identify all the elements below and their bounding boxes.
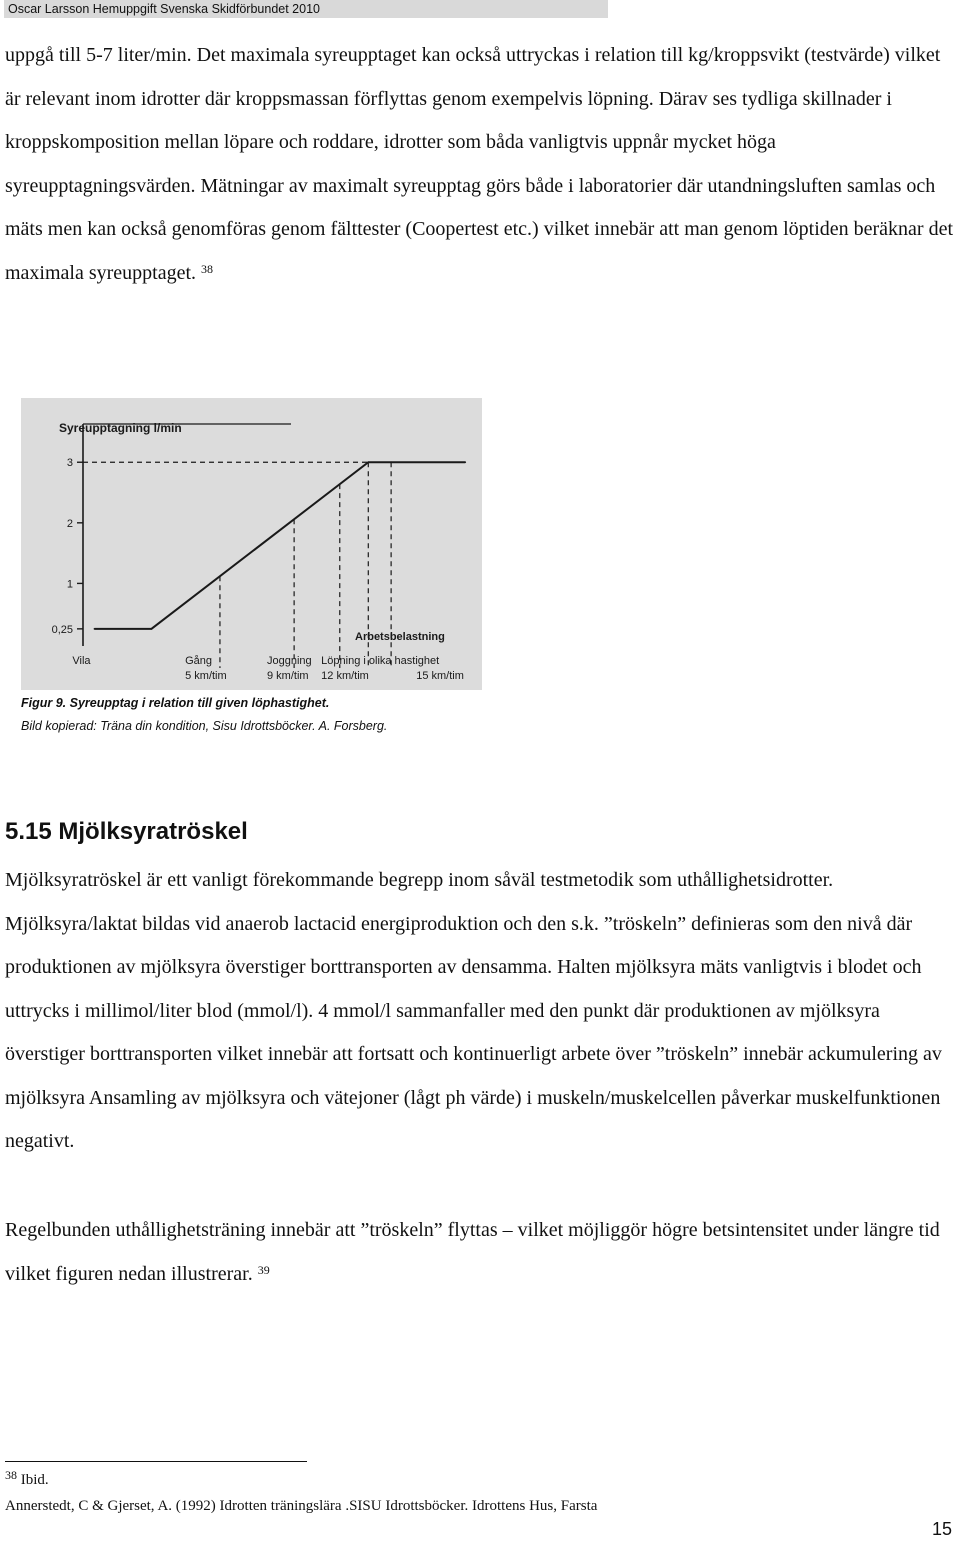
chart-title: Syreupptagning l/min [59,421,182,435]
x-category-sublabel: 5 km/tim [185,670,227,682]
series-point [464,461,466,463]
paragraph-training [5,1209,955,1296]
footnote-text: Ibid. [20,1472,49,1488]
reference-lines [83,462,391,668]
figure-caption-title: Figur 9. Syreupptag i relation till given löphastighet. [21,696,330,710]
series-point [367,461,369,463]
x-category-label: Joggning [267,655,312,667]
oxygen-uptake-figure [21,398,482,690]
footnote-ref-39[interactable]: 39 [257,1262,270,1277]
y-tick-label: 0,25 [51,623,73,636]
oxygen-uptake-chart [21,398,482,690]
chart-annotation-arbetsbelastning: Arbetsbelastning [355,631,445,643]
figure-caption-source: Bild kopierad: Träna din kondition, Sisu Idrottsböcker. A. Forsberg. [21,719,388,733]
page-number: 15 [931,1519,952,1539]
paragraph-text: uppgå till 5-7 liter/min. Det maximala syreupptaget kan också uttryckas i relation till kg/kroppsvikt (testvärde) vilket är relevant inom idrotter där kroppsmassan förflyttas genom exempelvis löpning. Därav ses tydliga skillnader i kroppskomposition mellan löpare och roddare, idrotter som båda vanligtvis uppnår mycket höga syreupptagningsvärden. Mätningar av maximalt syreupptag görs både i laboratorier där utandningsluften samlas och mäts men kan också genomföras genom fälttester (Coopertest etc.) vilket innebär att man genom löptiden beräknar det maximala syreupptaget. [5,44,954,284]
x-category-sublabel: 15 km/tim [416,670,464,682]
x-category-label: Vila [72,655,91,667]
series-point [94,628,96,630]
x-category-sublabel: 9 km/tim [267,670,309,682]
y-tick-label: 1 [66,578,73,591]
footnote-38 [5,1468,49,1489]
y-tick-label: 2 [66,517,73,530]
footnote-divider [5,1461,307,1462]
footnote-ref-38[interactable]: 38 [201,261,214,276]
x-category-label: Gång [185,655,213,667]
x-category-label: Löpning i olika hastighet [321,655,440,667]
y-tick-label: 3 [66,457,73,470]
page-header: Oscar Larsson Hemuppgift Svenska Skidförbundet 2010 [4,0,608,18]
x-axis-labels [72,655,463,682]
paragraph-vo2max [5,34,955,295]
series-line-syreupptagning [94,462,465,629]
section-heading: 5.15 Mjölksyratröskel [5,818,248,845]
series [94,461,466,629]
footnote-reference: Annerstedt, C & Gjerset, A. (1992) Idrotten träningslära .SISU Idrottsböcker. Idrottens Hus, Farsta [5,1498,598,1514]
paragraph-text: Regelbunden uthållighetsträning innebär att ”tröskeln” flyttas – vilket möjliggör högre betsintensitet under längre tid vilket figuren nedan illustrerar. [5,1219,940,1285]
paragraph-lactate-threshold: Mjölksyratröskel är ett vanligt förekommande begrepp inom såväl testmetodik som uthållighetsidrotter. Mjölksyra/laktat bildas vid anaerob lactacid energiproduktion och den s.k. ”tröskeln” definieras som den nivå där produktionen av mjölksyra överstiger borttransporten av densamma. Halten mjölksyra mäts vanligtvis i blodet och uttrycks i millimol/liter blod (mmol/l). 4 mmol/l sammanfaller med den punkt där produktionen av mjölksyra överstiger borttransporten vilket innebär att fortsatt och kontinuerligt arbete över ”tröskeln” innebär ackumulering av mjölksyra Ansamling av mjölksyra och vätejoner (lågt ph värde) i muskeln/muskelcellen påverkar muskelfunktionen negativt. [5,869,942,1152]
footnote-mark: 38 [5,1468,17,1482]
series-point [390,461,392,463]
series-point [151,628,153,630]
x-category-sublabel: 12 km/tim [321,670,369,682]
